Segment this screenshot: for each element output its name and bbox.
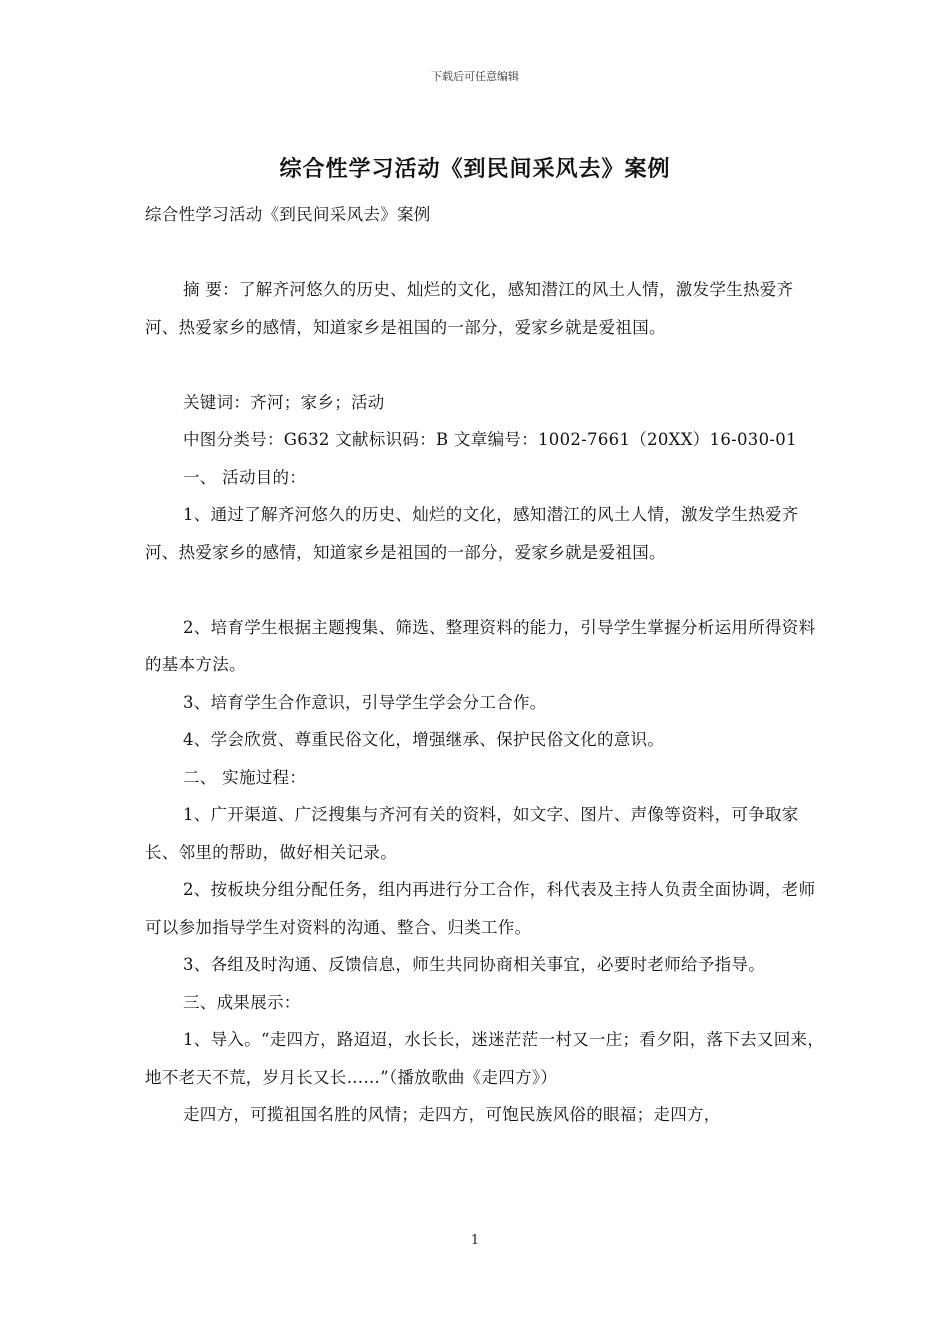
section1-item-1: 1、通过了解齐河悠久的历史、灿烂的文化，感知潜江的风土人情，激发学生热爱齐河、热爱家乡的感情，知道家乡是祖国的一部分，爱家乡就是爱祖国。 xyxy=(145,505,799,562)
section1-item-4: 4、学会欣赏、尊重民俗文化，增强继承、保护民俗文化的意识。 xyxy=(183,730,665,749)
section1-heading: 一、 活动目的： xyxy=(183,467,307,487)
section2-heading: 二、 实施过程： xyxy=(183,767,307,787)
spacer xyxy=(145,571,825,609)
abstract-paragraph: 摘 要：了解齐河悠久的历史、灿烂的文化，感知潜江的风土人情，激发学生热爱齐河、热爱家乡的感情，知道家乡是祖国的一部分，爱家乡就是爱祖国。 xyxy=(145,280,794,337)
keywords-paragraph: 关键词：齐河；家乡；活动 xyxy=(183,392,385,412)
page-number: 1 xyxy=(470,1233,480,1248)
spacer xyxy=(145,346,825,384)
subtitle: 综合性学习活动《到民间采风去》案例 xyxy=(145,205,431,224)
classification-paragraph: 中图分类号：G632 文献标识码：B 文章编号：1002-7661（20XX）16-030-01 xyxy=(183,430,797,449)
document-title: 综合性学习活动《到民间采风去》案例 xyxy=(279,156,671,182)
section3-item-2: 走四方，可揽祖国名胜的风情；走四方，可饱民族风俗的眼福；走四方， xyxy=(183,1105,721,1124)
section2-item-3: 3、各组及时沟通、反馈信息，师生共同协商相关事宜，必要时老师给予指导。 xyxy=(183,955,765,974)
section2-item-1: 1、广开渠道、广泛搜集与齐河有关的资料，如文字、图片、声像等资料，可争取家长、邻里的帮助，做好相关记录。 xyxy=(145,805,799,862)
section1-item-2: 2、培育学生根据主题搜集、筛选、整理资料的能力，引导学生掌握分析运用所得资料的基本方法。 xyxy=(145,617,816,674)
document-body xyxy=(145,196,825,1134)
section2-item-2: 2、按板块分组分配任务，组内再进行分工合作，科代表及主持人负责全面协调，老师可以参加指导学生对资料的沟通、整合、归类工作。 xyxy=(145,880,816,937)
header-note: 下载后可任意编辑 xyxy=(431,70,519,83)
section1-item-3: 3、培育学生合作意识，引导学生学会分工合作。 xyxy=(183,692,547,712)
section3-item-1: 1、导入。“走四方，路迢迢，水长长，迷迷茫茫一村又一庄；看夕阳，落下去又回来，地不老天不荒，岁月长又长……”（播放歌曲《走四方》） xyxy=(145,1030,825,1087)
spacer xyxy=(145,234,825,272)
section3-heading: 三、成果展示： xyxy=(183,992,301,1012)
